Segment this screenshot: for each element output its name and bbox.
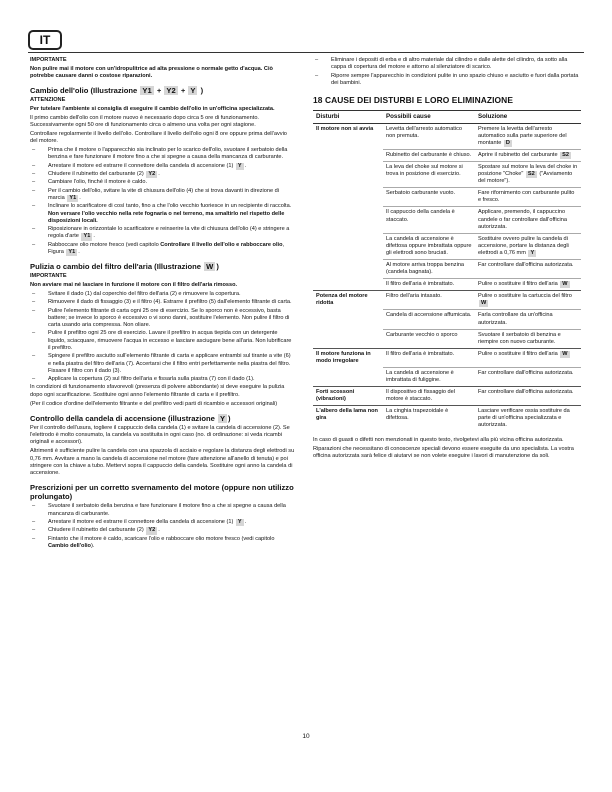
cell-solution [475,405,581,431]
cell-disturbance [313,233,383,259]
cell-solution [475,123,581,149]
cell-disturbance: Il motore funziona in modo irregolare [313,348,383,367]
page-number: 10 [302,733,310,740]
list-item: – Spingere il prefiltro asciutto sull'elemento filtrante di carta e applicare entrambi sul tirante a vite (6) e nella piastra del filtro dell'aria (7). Accertarsi che il filtro entri perfettamente nella piastra del filtro. Fissare il filtro con il dado (3). [30,353,295,375]
cell-solution [475,259,581,278]
air-filter-title: Pulizia o cambio del filtro dell'aria (Illustrazione W ) [30,262,219,272]
table-header-row [313,111,581,123]
cell-cause: Levetta dell'arresto automatico non premuta. [383,123,475,149]
solution-text: Pulire o sostituire il filtro dell'aria [478,281,558,288]
cell-solution [475,310,581,329]
cell-disturbance [313,161,383,187]
table-row [313,386,581,405]
troubleshooting-table [313,110,581,431]
list-item: – Arrestare il motore ed estrarre il connettore della candela di accensione (1) Y . [30,519,295,526]
cell-disturbance: Potenza del motore ridotta [313,291,383,310]
list-item: – Riposizionare in orizzontale lo scarificatore e reinserire la vite di chiusura dell'olio (4) e stringere a regola d'arte Y1 . [30,226,295,241]
footer-note-1: In caso di guasti o difetti non menzionati in questo testo, rivolgetevi alla più vicina officina autorizzata. [313,437,564,444]
cell-cause: Il dispositivo di fissaggio del motore è staccato. [383,386,475,405]
cell-disturbance [313,310,383,329]
oil-intro: Il primo cambio dell'olio con il motore nuovo è necessario dopo circa 5 ore di funzionamento. Successivamente ogni 50 ore di funzionamento circa o almeno una volta per ogni stagione. [30,114,259,129]
table-row [313,259,581,278]
solution-text: Far controllare dall'officina autorizzata. [478,388,574,395]
table-row [313,279,581,291]
solution-text: Applicare, premendo, il cappuccino candele o far controllare dall'officina autorizzata. [478,209,567,230]
filter-note-2: (Per il codice d'ordine dell'elemento filtrante e del prefiltro vedi parti di ricambio e accessori originali) [30,400,278,407]
filter-steps [30,291,295,384]
attention-label: ATTENZIONE [30,97,66,104]
important-label: IMPORTANTE [30,57,67,63]
table-row [313,310,581,329]
oil-steps [30,147,295,256]
figure-tag: S2 [562,151,570,158]
table-row [313,405,581,431]
column-header: Possibili cause [383,111,475,123]
table-row [313,149,581,161]
cell-cause: Il cappuccio della candela è staccato. [383,207,475,233]
table-row [313,188,581,207]
solution-text: Far controllare dall'officina autorizzata. [478,369,574,376]
solution-text: Fare rifornimento con carburante pulito e fresco. [478,190,575,204]
filter-important-label: IMPORTANTE [30,273,67,280]
cell-solution [475,188,581,207]
solution-text: Lasciare verificare ossia sostituire da parte di un'officina specializzata e autorizzata. [478,407,570,429]
cell-solution [475,149,581,161]
cell-cause: Carburante vecchio o sporco [383,329,475,348]
figure-tag: D [505,139,510,146]
cell-cause: La candela di accensione è difettosa oppure imbrattata oppure gli elettrodi sono bruciati. [383,233,475,259]
cell-disturbance: Il motore non si avvia [313,123,383,149]
column-header: Soluzione [475,111,581,123]
cell-disturbance: L'albero della lama non gira [313,405,383,431]
list-item: – Svitare il dado (1) dal coperchio del filtro dell'aria (2) e rimuovere la copertura. [30,291,295,298]
solution-text: Svuotare il serbatoio di benzina e riempire con nuovo carburante. [478,331,561,345]
cell-cause: Il filtro dell'aria è imbrattato. [383,348,475,367]
left-column [30,57,295,551]
list-item: – Pulire l'elemento filtrante di carta ogni 25 ore di esercizio. Se lo sporco non è eccessivo, basta battere; se invece lo sporco è eccessivo o vi sono danni, sostituire l'elemento. Non pulire il filtro di carta usando aria compressa. Non oliare. [30,308,295,330]
attention-text: Per tutelare l'ambiente si consiglia di eseguire il cambio dell'olio in un'officina specializzata. [30,106,275,113]
cell-disturbance [313,149,383,161]
cell-cause: La cinghia trapezoidale è difettosa. [383,405,475,431]
spark-plug-text-2: Altrimenti è sufficiente pulire la candela con una spazzola di acciaio e regolare la distanza degli elettrodi su 0,76 mm. Avvitare a mano la candela di accensione nel motore (fare attenzione all'anello di tenuta) e poi stringere con la chiave a tubo. Mettervi sopra il cappuccio della candela. Sostituire ogni anno la candela di accensione. [30,448,295,477]
list-item: – Cambiare l'olio, finché il motore è caldo. [30,179,295,186]
cell-cause: Filtro dell'aria intasato. [383,291,475,310]
list-item: – Fintanto che il motore è caldo, scaricare l'olio e rabboccare olio motore fresco (vedi capitolo Cambio dell'olio). [30,536,295,551]
spark-plug-text-1: Per il controllo dell'usura, togliere il cappuccio della candela (1) e svitare la candela di accensione (2). Se l'elettrodo è molto consumato, la candela va sostituita in ogni caso (no. di ordinazione: si veda ricambi originali e accessori). [30,424,290,446]
cell-cause: Candela di accensione affumicata. [383,310,475,329]
cell-cause: La leva del choke sul motore si trova in posizione di esercizio. [383,161,475,187]
cell-cause: Rubinetto del carburante è chiuso. [383,149,475,161]
table-row [313,161,581,187]
solution-text: Pulire o sostituire il filtro dell'aria [478,350,558,357]
language-badge: IT [28,30,62,50]
cell-disturbance [313,329,383,348]
section-title: 18 CAUSE DEI DISTURBI E LORO ELIMINAZIONE [313,95,514,106]
solution-tail: ("Avviamento del motore"). [478,171,573,185]
storage-steps [30,503,295,550]
solution-text: Spostare sul motore la leva del choke in posizione "Choke" [478,163,578,178]
cell-cause: Al motore arriva troppa benzina (candela bagnata). [383,259,475,278]
solution-text: Aprire il rubinetto del carburante [478,151,558,158]
oil-change-title: Cambio dell'olio (Illustrazione Y1 + Y2 + Y ) [30,86,204,96]
cell-disturbance [313,259,383,278]
cell-cause: La candela di accensione è imbrattata di fuliggine. [383,367,475,386]
footer-note-2: Riparazioni che necessitano di conoscenze speciali devono essere eseguite da uno specialista. La vostra officina autorizzata sarà felice di aiutarvi se non volete eseguire i lavori di manutenzione da soli. [313,445,574,460]
cell-disturbance [313,207,383,233]
cell-disturbance [313,367,383,386]
figure-tag: W [562,281,568,288]
solution-text: Premere la levetta dell'arresto automatico sulla parte superiore del montante [478,125,567,146]
cell-cause: Il filtro dell'aria è imbrattato. [383,279,475,291]
figure-tag: W [481,300,487,307]
table-row [313,291,581,310]
oil-intro-2: Controllare regolarmente il livello dell'olio. Controllare il livello dell'olio ogni 8 ore oppure prima dell'avvio del motore. [30,131,287,145]
important-text: Non pulire mai il motore con un'idropulitrice ad alta pressione o normale getto d'acqua. Ciò potrebbe causare danni o costose riparazioni. [30,65,273,80]
table-row [313,233,581,259]
cell-solution [475,161,581,187]
cell-solution [475,233,581,259]
cell-solution [475,207,581,233]
cell-solution [475,279,581,291]
list-item: – Prima che il motore o l'apparecchio sia inclinato per lo scarico dell'olio, svuotare il serbatoio della benzina e fare funzionare il motore fino a che si spegne a causa della mancanza di carburante. [30,147,295,162]
list-item: – Applicare la copertura (2) sul filtro dell'aria e fissarla sulla piastra (7) con il dado (1). [30,376,295,383]
cell-solution [475,386,581,405]
solution-text: Far controllare dall'officina autorizzata. [478,261,574,268]
header-rule [28,52,584,53]
column-header: Disturbi [313,111,383,123]
cell-solution [475,291,581,310]
list-item: – Pulire il prefiltro ogni 25 ore di esercizio. Lavare il prefiltro in acqua tiepida con un detergente liquido, sciacquare, rimuovere l'acqua in eccesso e lasciare asciugare bene all'aria. Non lubrificare il prefiltro. [30,330,295,352]
storage-title: Prescrizioni per un corretto svernamento del motore (oppure non utilizzo prolungato) [30,483,294,502]
cell-disturbance [313,279,383,291]
table-body [313,123,581,431]
list-item: – Chiudere il rubinetto del carburante (2) Y2 . [30,171,295,178]
list-item: – Rimuovere il dado di fissaggio (3) e il filtro (4). Estrarre il prefiltro (5) dall'elemento filtrante di carta. [30,299,295,306]
figure-tag: S2 [527,171,535,178]
table-row [313,207,581,233]
storage-steps-continued [313,57,583,87]
table-row [313,123,581,149]
cell-solution [475,367,581,386]
filter-note-1: In condizioni di funzionamento sfavorevoli (presenza di polvere abbondante) si deve eseguire la pulizia dopo ogni scarificazione. Sostituire ogni anno l'elemento filtrante di carta e il prefiltro. [30,384,285,398]
list-item: – Eliminare i depositi di erba e di altro materiale dal cilindro e dalle alette del cilindro, da sotto alla cappa di copertura del motore e attorno al silenziatore di scarico. [313,57,583,72]
list-item: – Riporre sempre l'apparecchio in condizioni pulite in uno spazio chiuso e asciutto e fuori dalla portata dei bambini. [313,73,583,88]
filter-important-text: Non avviare mai né lasciare in funzione il motore con il filtro dell'aria rimosso. [30,282,238,289]
cell-disturbance [313,188,383,207]
list-item: – Rabboccare olio motore fresco (vedi capitolo Controllare il livello dell'olio e rabboccare olio, Figura Y1 . [30,242,295,257]
solution-text: Sostituire ovvero pulire la candela di accensione, portare la distanza degli elettrodi a 0,76 mm [478,235,569,256]
figure-tag: Y [530,249,535,256]
cell-solution [475,348,581,367]
solution-text: Farla controllare da un'officina autorizzata. [478,312,553,326]
figure-tag: W [562,350,568,357]
cell-solution [475,329,581,348]
table-row [313,367,581,386]
table-row [313,329,581,348]
spark-plug-title: Controllo della candela di accensione (illustrazione Y ) [30,413,231,423]
right-column [313,57,583,462]
cell-disturbance: Forti scossoni (vibrazioni) [313,386,383,405]
list-item: – Inclinare lo scarificatore di così tanto, fino a che l'olio vecchio fuoriesce in un recipiente di raccolta. Non versare l'olio vecchio nella rete fognaria o nel terreno, ma smaltirlo nel rispetto delle disposizioni locali. [30,203,295,225]
list-item: – Svuotare il serbatoio della benzina e fare funzionare il motore fino a che si spegne a causa della mancanza di carburante. [30,503,295,518]
table-row [313,348,581,367]
cell-cause: Serbatoio carburante vuoto. [383,188,475,207]
list-item: – Arrestare il motore ed estrarre il connettore della candela di accensione (1) Y . [30,163,295,170]
list-item: – Chiudere il rubinetto del carburante (2) Y2 . [30,527,295,534]
list-item: – Per il cambio dell'olio, svitare la vite di chiusura dell'olio (4) che si trova davanti in direzione di marcia Y1 . [30,188,295,203]
solution-text: Pulire o sostituire la cartuccia del filtro [478,293,572,300]
